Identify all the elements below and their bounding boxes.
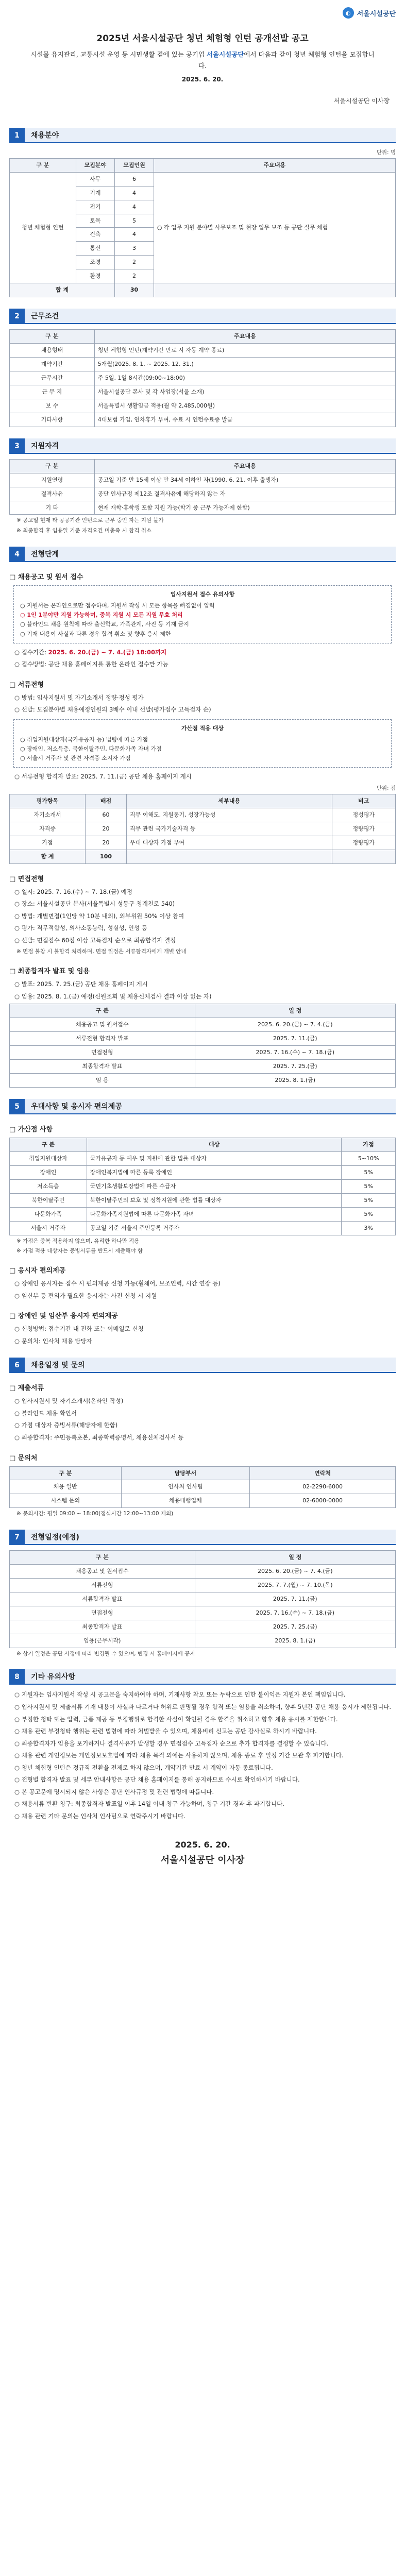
col-header: 구 분 (10, 158, 76, 172)
section-work-conditions (9, 309, 396, 427)
footer-org: 서울시설공단 이사장 (160, 1855, 245, 1866)
count-cell: 6 (115, 172, 154, 186)
table-row (10, 1074, 396, 1088)
field-cell: 건축 (76, 228, 115, 242)
section-number: 4 (9, 547, 25, 562)
row-key: 기 타 (10, 501, 95, 515)
col-header: 배점 (86, 794, 127, 808)
table-row (10, 473, 396, 487)
agency-logo (343, 7, 396, 19)
apply-method (14, 659, 396, 670)
subsection-title: □ 채용공고 및 원서 접수 (9, 573, 83, 582)
row-value: 2025. 7. 11.(금) (195, 1032, 395, 1046)
subsection-title: □ 문의처 (9, 1454, 38, 1462)
logo-text: 서울시설공단 (357, 10, 396, 18)
table-row (10, 1032, 396, 1046)
field-cell: 기계 (76, 186, 115, 200)
table-row (10, 1018, 396, 1032)
interview-date: ○ 일시: 2025. 7. 16.(수) ~ 7. 18.(금) 예정 (14, 888, 132, 895)
count-cell: 3 (115, 242, 154, 256)
table-row (10, 1634, 396, 1648)
cell: 02-6000-0000 (250, 1494, 396, 1508)
row-key: 채용공고 및 원서접수 (10, 1565, 195, 1579)
table-row (10, 1578, 396, 1592)
row-value: 2025. 7. 25.(금) (195, 1620, 395, 1634)
field-cell: 조경 (76, 256, 115, 269)
table-row (10, 371, 396, 385)
row-value: 서울시설공단 본사 및 각 사업장(서울 소재) (94, 385, 395, 399)
section-recruitment-fields (9, 128, 396, 297)
section-number: 8 (9, 1669, 25, 1685)
row-key: 면접전형 (10, 1046, 195, 1060)
field-cell: 통신 (76, 242, 115, 256)
unit-label: 단위: 명 (376, 149, 396, 156)
row-key: 채용공고 및 원서접수 (10, 1018, 195, 1032)
section-title: 채용분야 (25, 128, 396, 143)
table-row (10, 1207, 396, 1221)
row-value: 2025. 8. 1.(금) (195, 1634, 395, 1648)
section-eligibility (9, 438, 396, 535)
total-row (10, 850, 396, 863)
note: ※ 가점은 중복 적용하지 않으며, 유리한 하나만 적용 (16, 1238, 140, 1244)
cell: 국민기초생활보장법에 따른 수급자 (87, 1179, 341, 1193)
row-value: 공단 인사규정 제12조 결격사유에 해당하지 않는 자 (94, 487, 395, 501)
empty-cell (154, 283, 395, 297)
apply-period-value: 2025. 6. 20.(금) ~ 7. 4.(금) 18:00까지 (48, 648, 167, 656)
row-key: 서류전형 합격자 발표 (10, 1032, 195, 1046)
intro-part-2: 에서 다음과 같이 청년 체험형 인턴을 모집합니다. (198, 50, 375, 70)
row-value: 2025. 7. 16.(수) ~ 7. 18.(금) (195, 1606, 395, 1620)
final-announce: ○ 발표: 2025. 7. 25.(금) 공단 채용 홈페이지 게시 (14, 980, 148, 988)
intro-org: 서울시설공단 (206, 50, 244, 58)
cell: 정성평가 (332, 808, 395, 822)
table-row (10, 385, 396, 399)
row-value: 2025. 7. 25.(금) (195, 1060, 395, 1074)
box-line: ○ 장애인, 저소득층, 북한이탈주민, 다문화가족 자녀 가점 (20, 745, 162, 753)
field-cell: 환경 (76, 269, 115, 283)
section-number: 2 (9, 309, 25, 324)
count-cell: 4 (115, 200, 154, 214)
section-header (9, 1669, 396, 1685)
table-row (10, 1494, 396, 1508)
score-table (9, 794, 396, 864)
count-cell: 2 (115, 256, 154, 269)
count-cell: 5 (115, 214, 154, 228)
row-key: 최종합격자 발표 (10, 1620, 195, 1634)
doc-criteria: ○ 선발: 모집분야별 채용예정인원의 3배수 이내 선발(평가점수 고득점자 순) (14, 706, 211, 714)
section-header (9, 128, 396, 143)
note: ※ 문의시간: 평일 09:00 ~ 18:00(점심시간 12:00~13:00 제외) (16, 1511, 174, 1517)
notice-item: ○ 지원자는 입사지원서 작성 시 공고문을 숙지하여야 하며, 기재사항 착오 또는 누락으로 인한 불이익은 지원자 본인 책임입니다. (14, 1691, 346, 1699)
desc-cell: ○ 각 업무 지원 분야별 사무보조 및 현장 업무 보조 등 공단 실무 체험 (154, 172, 395, 283)
notice-item: ○ 최종합격자가 임용을 포기하거나 결격사유가 발생할 경우 면접점수 고득점자 순으로 추가 합격자를 결정할 수 있습니다. (14, 1739, 329, 1747)
box-title: 가산점 적용 대상 (181, 724, 224, 732)
cell: 북한이탈주민 (10, 1193, 87, 1207)
notice-date: 2025. 6. 20. (181, 75, 224, 83)
note: ※ 최종합격 후 임용일 기준 자격요건 미충족 시 합격 취소 (16, 528, 151, 534)
interview-criteria: ○ 평가: 직무적합성, 의사소통능력, 성실성, 인성 등 (14, 924, 147, 932)
cell: 5% (342, 1193, 396, 1207)
apply-period-label: ○ 접수기간: (14, 648, 46, 656)
section-preferences (9, 1099, 396, 1346)
section-number: 5 (9, 1099, 25, 1114)
table-row (10, 344, 396, 358)
table-row (10, 1179, 396, 1193)
note: ※ 가점 적용 대상자는 증빙서류를 반드시 제출해야 함 (16, 1248, 143, 1255)
contact-table (9, 1466, 396, 1509)
col-header: 세부내용 (127, 794, 332, 808)
section-selection-process (9, 547, 396, 1088)
final-hire: ○ 임용: 2025. 8. 1.(금) 예정(신원조회 및 채용신체검사 결과 이상 없는 자) (14, 992, 212, 1000)
cell: 시스템 문의 (10, 1494, 122, 1508)
section-header (9, 1099, 396, 1114)
row-key: 근무시간 (10, 371, 95, 385)
table-row (10, 1620, 396, 1634)
application-notice-box (13, 585, 392, 643)
notice-item: ○ 부정한 청탁 또는 압력, 금품 제공 등 부정행위로 합격한 사실이 확인될 경우 합격을 취소하고 향후 채용 응시를 제한합니다. (14, 1715, 338, 1723)
row-key: 임 용 (10, 1074, 195, 1088)
cell: 인사처 인사팀 (121, 1480, 250, 1494)
section-title: 기타 유의사항 (25, 1669, 396, 1685)
page-title: 2025년 서울시설공단 청년 체험형 인턴 공개선발 공고 (96, 33, 309, 44)
interview-method: ○ 방법: 개별면접(1인당 약 10분 내외), 외부위원 50% 이상 참여 (14, 912, 184, 920)
cell: 채용 일반 (10, 1480, 122, 1494)
table-row (10, 822, 396, 836)
cell: 5% (342, 1207, 396, 1221)
box-line: ○ 서울시 거주자 및 관련 자격증 소지자 가점 (20, 755, 131, 762)
doc-item: ○ 블라인드 채용 확인서 (14, 1409, 77, 1417)
count-cell: 4 (115, 186, 154, 200)
row-key: 채용형태 (10, 344, 95, 358)
row-key: 서류합격자 발표 (10, 1592, 195, 1606)
col-header: 모집인원 (115, 158, 154, 172)
cell: 60 (86, 808, 127, 822)
interview-pass: ○ 선발: 면접점수 60점 이상 고득점자 순으로 최종합격자 결정 (14, 936, 176, 944)
row-value: 2025. 7. 16.(수) ~ 7. 18.(금) (195, 1046, 395, 1060)
notice-item: ○ 채용서류 반환 청구: 최종합격자 발표일 이후 14일 이내 청구 가능하며, 청구 기간 경과 후 파기합니다. (14, 1800, 284, 1808)
intro-text (30, 49, 375, 72)
table-row (10, 358, 396, 371)
notice-item: ○ 청년 체험형 인턴은 정규직 전환을 전제로 하지 않으며, 계약기간 만료 시 계약이 자동 종료됩니다. (14, 1764, 273, 1771)
doc-item: ○ 최종합격자: 주민등록초본, 최종학력증명서, 채용신체검사서 등 (14, 1433, 184, 1441)
box-title: 입사지원서 접수 유의사항 (170, 591, 235, 598)
total-label: 합 계 (10, 283, 115, 297)
col-header: 모집분야 (76, 158, 115, 172)
row-value: 2025. 6. 20.(금) ~ 7. 4.(금) (195, 1565, 395, 1579)
col-header: 주요내용 (154, 158, 395, 172)
section-header (9, 1530, 396, 1545)
cell: 5~10% (342, 1151, 396, 1165)
box-line: ○ 기재 내용이 사실과 다른 경우 합격 취소 및 향후 응시 제한 (20, 630, 171, 637)
cell: 20 (86, 836, 127, 850)
section-number: 7 (9, 1530, 25, 1545)
cell: 5% (342, 1179, 396, 1193)
section-title: 지원자격 (25, 438, 396, 454)
note: ※ 공고일 현재 타 공공기관 인턴으로 근무 중인 자는 지원 불가 (16, 517, 164, 524)
doc-method: ○ 방법: 입사지원서 및 자기소개서 정량·정성 평가 (14, 693, 144, 701)
table-row (10, 413, 396, 427)
row-key: 면접전형 (10, 1606, 195, 1620)
apply-period (14, 648, 396, 658)
doc-announce: ○ 서류전형 합격자 발표: 2025. 7. 11.(금) 공단 채용 홈페이지 게시 (14, 773, 192, 781)
apply-method-value: 공단 채용 홈페이지를 통한 온라인 접수만 가능 (48, 660, 168, 668)
group-cell: 청년 체험형 인턴 (10, 172, 76, 283)
bonus-box (13, 719, 392, 768)
convenience-text: ○ 장애인 응시자는 접수 시 편의제공 신청 가능(휠체어, 보조인력, 시간 연장 등) (14, 1280, 221, 1287)
row-key: 서류전형 (10, 1578, 195, 1592)
row-key: 근 무 지 (10, 385, 95, 399)
section-schedule (9, 1530, 396, 1658)
section-documents-contact (9, 1358, 396, 1518)
cell: 3% (342, 1221, 396, 1235)
cell: 02-2290-6000 (250, 1480, 396, 1494)
cell: 자기소개서 (10, 808, 86, 822)
notice-item: ○ 채용 관련 부정청탁 행위는 관련 법령에 따라 처벌받을 수 있으며, 채용비리 신고는 공단 감사실로 하시기 바랍니다. (14, 1727, 317, 1735)
row-value: 2025. 8. 1.(금) (195, 1074, 395, 1088)
table-row (10, 808, 396, 822)
section-title: 전형일정(예정) (25, 1530, 396, 1545)
section-header (9, 309, 396, 324)
col-header: 비고 (332, 794, 395, 808)
count-cell: 4 (115, 228, 154, 242)
agency-logo-icon: ◐ (343, 7, 354, 19)
footer-date: 2025. 6. 20. (175, 1840, 230, 1850)
subsection-title: □ 장애인 및 임산부 응시자 편의제공 (9, 1312, 118, 1320)
interview-place: ○ 장소: 서울시설공단 본사(서울특별시 성동구 청계천로 540) (14, 900, 175, 908)
row-value: 현재 재학·휴학생 포함 지원 가능(학기 중 근무 가능자에 한함) (94, 501, 395, 515)
row-value: 2025. 7. 11.(금) (195, 1592, 395, 1606)
total-row (10, 283, 396, 297)
section-title: 우대사항 및 응시자 편의제공 (25, 1099, 396, 1114)
empty-cell (127, 850, 332, 863)
table-row (10, 1193, 396, 1207)
col-header: 구 분 (10, 1551, 195, 1565)
section-title: 근무조건 (25, 309, 396, 324)
box-line: ○ 1인 1분야만 지원 가능하며, 중복 지원 시 모든 지원 무효 처리 (20, 612, 183, 619)
process-schedule-table (9, 1004, 396, 1088)
table-row (10, 1606, 396, 1620)
cell: 공고일 기준 서울시 주민등록 거주자 (87, 1221, 341, 1235)
row-key: 계약기간 (10, 358, 95, 371)
col-header: 구 분 (10, 330, 95, 344)
cell: 정량평가 (332, 822, 395, 836)
field-cell: 토목 (76, 214, 115, 228)
notice-item: ○ 채용 관련 기타 문의는 인사처 인사팀으로 연락주시기 바랍니다. (14, 1812, 185, 1820)
unit-label: 단위: 점 (376, 785, 396, 792)
section-number: 3 (9, 438, 25, 454)
row-value: 공고일 기준 만 15세 이상 만 34세 이하인 자(1990. 6. 21. 이후 출생자) (94, 473, 395, 487)
col-header: 담당부서 (121, 1466, 250, 1480)
row-key: 임용(근무시작) (10, 1634, 195, 1648)
pregnant-text: ○ 문의처: 인사처 채용 담당자 (14, 1337, 92, 1345)
cell: 취업지원대상자 (10, 1151, 87, 1165)
bonus-table (9, 1138, 396, 1235)
table-row (10, 1221, 396, 1235)
cell: 서울시 거주자 (10, 1221, 87, 1235)
cell: 장애인 (10, 1165, 87, 1179)
table-row (10, 1592, 396, 1606)
apply-method-label: ○ 접수방법: (14, 660, 46, 668)
table-row (10, 1046, 396, 1060)
col-header: 주요내용 (94, 459, 395, 473)
box-line: ○ 블라인드 채용 원칙에 따라 출신학교, 가족관계, 사진 등 기재 금지 (20, 621, 189, 628)
notice-item: ○ 채용 관련 개인정보는 개인정보보호법에 따라 채용 목적 외에는 사용하지 않으며, 채용 종료 후 일정 기간 보관 후 파기합니다. (14, 1752, 344, 1759)
section-number: 6 (9, 1358, 25, 1373)
total-value: 100 (86, 850, 127, 863)
logo-row (9, 0, 396, 26)
col-header: 주요내용 (94, 330, 395, 344)
row-value: 서울특별시 생활임금 적용(월 약 2,485,000원) (94, 399, 395, 413)
cell: 20 (86, 822, 127, 836)
notice-item: ○ 본 공고문에 명시되지 않은 사항은 공단 인사규정 및 관련 법령에 따릅니다. (14, 1788, 214, 1795)
cell: 직무 관련 국가기술자격 등 (127, 822, 332, 836)
pregnant-text: ○ 신청방법: 접수기간 내 전화 또는 이메일로 신청 (14, 1325, 144, 1333)
section-other-notes (9, 1669, 396, 1821)
cell: 국가유공자 등 예우 및 지원에 관한 법률 대상자 (87, 1151, 341, 1165)
subsection-title: □ 면접전형 (9, 875, 44, 883)
eligibility-table (9, 459, 396, 515)
cell: 북한이탈주민의 보호 및 정착지원에 관한 법률 대상자 (87, 1193, 341, 1207)
table-row (10, 1480, 396, 1494)
section-header (9, 438, 396, 454)
intro-part-1: 시설물 유지관리, 교통시설 운영 등 시민생활 곁에 있는 공기업 (30, 50, 205, 58)
row-value: 주 5일, 1일 8시간(09:00~18:00) (94, 371, 395, 385)
cell: 우대 대상자 가점 부여 (127, 836, 332, 850)
row-value: 5개월(2025. 8. 1. ~ 2025. 12. 31.) (94, 358, 395, 371)
section-number: 1 (9, 128, 25, 143)
row-key: 최종합격자 발표 (10, 1060, 195, 1074)
subsection-title: □ 서류전형 (9, 681, 44, 689)
row-key: 지원연령 (10, 473, 95, 487)
row-value: 청년 체험형 인턴(계약기간 만료 시 자동 계약 종료) (94, 344, 395, 358)
total-label: 합 계 (10, 850, 86, 863)
col-header: 일 정 (195, 1004, 395, 1018)
count-cell: 2 (115, 269, 154, 283)
box-line: ○ 지원서는 온라인으로만 접수하며, 지원서 작성 시 모든 항목을 빠짐없이 입력 (20, 602, 215, 609)
notice-item: ○ 전형별 합격자 발표 및 세부 안내사항은 공단 채용 홈페이지를 통해 공지하므로 수시로 확인하시기 바랍니다. (14, 1776, 300, 1784)
cell: 장애인복지법에 따른 등록 장애인 (87, 1165, 341, 1179)
box-line: ○ 취업지원대상자(국가유공자 등) 법령에 따른 가점 (20, 736, 148, 743)
notice-org: 서울시설공단 이사장 (333, 97, 390, 105)
cell: 채용대행업체 (121, 1494, 250, 1508)
cell: 5% (342, 1165, 396, 1179)
subsection-title: □ 가산점 사항 (9, 1125, 53, 1133)
empty-cell (332, 850, 395, 863)
notice-item: ○ 입사지원서 및 제출서류 기재 내용이 사실과 다르거나 허위로 판명될 경우 합격 또는 임용을 취소하며, 향후 5년간 공단 채용 응시가 제한됩니다. (14, 1703, 391, 1711)
row-value: 2025. 7. 7.(월) ~ 7. 10.(목) (195, 1578, 395, 1592)
subsection-title: □ 응시자 편의제공 (9, 1267, 66, 1275)
cell: 정량평가 (332, 836, 395, 850)
row-key: 보 수 (10, 399, 95, 413)
title-block (9, 26, 396, 93)
row-value: 4대보험 가입, 연차휴가 부여, 수료 시 인턴수료증 발급 (94, 413, 395, 427)
cell: 다문화가족 (10, 1207, 87, 1221)
cell: 다문화가족지원법에 따른 다문화가족 자녀 (87, 1207, 341, 1221)
col-header: 일 정 (195, 1551, 395, 1565)
col-header: 구 분 (10, 1466, 122, 1480)
interview-note: ※ 면접 불참 시 불합격 처리하며, 면접 일정은 서류합격자에게 개별 안내 (16, 948, 187, 955)
table-row (10, 501, 396, 515)
note: ※ 상기 일정은 공단 사정에 따라 변경될 수 있으며, 변경 시 홈페이지에 공지 (16, 1650, 195, 1657)
section-header (9, 1358, 396, 1373)
table-row (10, 487, 396, 501)
col-header: 구 분 (10, 1138, 87, 1151)
row-key: 결격사유 (10, 487, 95, 501)
table-row (10, 1165, 396, 1179)
section-title: 채용일정 및 문의 (25, 1358, 396, 1373)
table-row (10, 1060, 396, 1074)
subsection-title: □ 제출서류 (9, 1384, 44, 1393)
total-value: 30 (115, 283, 154, 297)
doc-item: ○ 입사지원서 및 자기소개서(온라인 작성) (14, 1397, 124, 1405)
cell: 가점 (10, 836, 86, 850)
col-header: 구 분 (10, 1004, 195, 1018)
conditions-table (9, 329, 396, 427)
table-row (10, 1151, 396, 1165)
convenience-text: ○ 임신부 등 편의가 필요한 응시자는 사전 신청 시 지원 (14, 1292, 157, 1299)
table-row (10, 1565, 396, 1579)
col-header: 대상 (87, 1138, 341, 1151)
cell: 저소득층 (10, 1179, 87, 1193)
col-header: 평가항목 (10, 794, 86, 808)
doc-item: ○ 가점 대상자 증빙서류(해당자에 한함) (14, 1421, 118, 1429)
schedule-table (9, 1550, 396, 1648)
cell: 자격증 (10, 822, 86, 836)
cell: 직무 이해도, 지원동기, 성장가능성 (127, 808, 332, 822)
col-header: 연락처 (250, 1466, 396, 1480)
table-row (10, 836, 396, 850)
field-cell: 사무 (76, 172, 115, 186)
table-row (10, 399, 396, 413)
col-header: 가점 (342, 1138, 396, 1151)
recruitment-table (9, 158, 396, 297)
field-cell: 전기 (76, 200, 115, 214)
table-row (10, 172, 396, 186)
subsection-title: □ 최종합격자 발표 및 임용 (9, 968, 90, 976)
section-header (9, 547, 396, 562)
section-title: 전형단계 (25, 547, 396, 562)
row-value: 2025. 6. 20.(금) ~ 7. 4.(금) (195, 1018, 395, 1032)
row-key: 기타사항 (10, 413, 95, 427)
col-header: 구 분 (10, 459, 95, 473)
